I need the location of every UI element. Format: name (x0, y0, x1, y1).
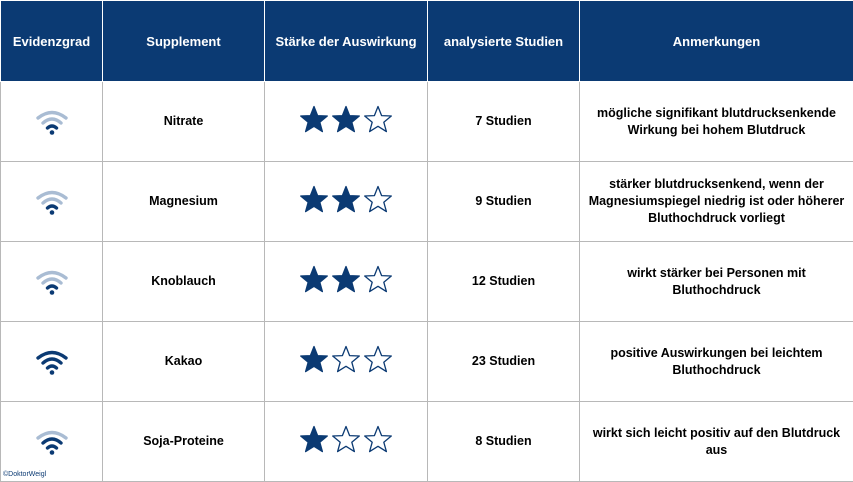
star-filled-icon (299, 185, 329, 213)
table-row (1, 322, 853, 402)
star-empty-icon (363, 425, 393, 453)
note-text: positive Auswirkungen bei leichtem Bluthochdruck (580, 322, 853, 402)
note-text: wirkt stärker bei Personen mit Bluthochdruck (580, 242, 853, 322)
note-text: mögliche signifikant blutdrucksenkende Wirkung bei hohem Blutdruck (580, 82, 853, 162)
supplement-name: Knoblauch (103, 242, 265, 322)
header-supplement: Supplement (103, 1, 265, 82)
star-rating (299, 425, 393, 453)
star-rating (299, 265, 393, 293)
wifi-signal-icon (34, 274, 70, 288)
studies-count: 9 Studien (428, 162, 580, 242)
star-filled-icon (299, 425, 329, 453)
evidence-cell (1, 322, 103, 402)
studies-count: 8 Studien (428, 402, 580, 482)
table-row (1, 82, 853, 162)
header-notes: Anmerkungen (580, 1, 853, 82)
header-evidence: Evidenzgrad (1, 1, 103, 82)
star-filled-icon (331, 265, 361, 293)
star-empty-icon (331, 425, 361, 453)
wifi-signal-icon (34, 354, 70, 368)
wifi-signal-icon (34, 434, 70, 448)
strength-cell (265, 322, 428, 402)
supplement-name: Nitrate (103, 82, 265, 162)
table-header-row (1, 1, 853, 82)
star-rating (299, 345, 393, 373)
strength-cell (265, 402, 428, 482)
studies-count: 7 Studien (428, 82, 580, 162)
note-text: wirkt sich leicht positiv auf den Blutdruck aus (580, 402, 853, 482)
studies-count: 12 Studien (428, 242, 580, 322)
strength-cell (265, 162, 428, 242)
supplement-name: Magnesium (103, 162, 265, 242)
star-empty-icon (363, 265, 393, 293)
star-filled-icon (331, 105, 361, 133)
supplement-name: Soja-Proteine (103, 402, 265, 482)
star-filled-icon (331, 185, 361, 213)
star-empty-icon (363, 345, 393, 373)
studies-count: 23 Studien (428, 322, 580, 402)
star-empty-icon (363, 185, 393, 213)
star-empty-icon (331, 345, 361, 373)
table-row (1, 402, 853, 482)
header-studies: analysierte Studien (428, 1, 580, 82)
star-rating (299, 185, 393, 213)
star-rating (299, 105, 393, 133)
evidence-cell (1, 162, 103, 242)
star-filled-icon (299, 345, 329, 373)
evidence-cell (1, 242, 103, 322)
star-empty-icon (363, 105, 393, 133)
strength-cell (265, 242, 428, 322)
supplement-name: Kakao (103, 322, 265, 402)
evidence-cell (1, 82, 103, 162)
table-row (1, 162, 853, 242)
header-strength: Stärke der Auswirkung (265, 1, 428, 82)
star-filled-icon (299, 105, 329, 133)
star-filled-icon (299, 265, 329, 293)
note-text: stärker blutdrucksenkend, wenn der Magnesiumspiegel niedrig ist oder höherer Bluthochdruck vorliegt (580, 162, 853, 242)
wifi-signal-icon (34, 114, 70, 128)
credit-label: ©DoktorWeigl (3, 471, 46, 478)
wifi-signal-icon (34, 194, 70, 208)
table-row (1, 242, 853, 322)
strength-cell (265, 82, 428, 162)
evidence-cell (1, 402, 103, 482)
